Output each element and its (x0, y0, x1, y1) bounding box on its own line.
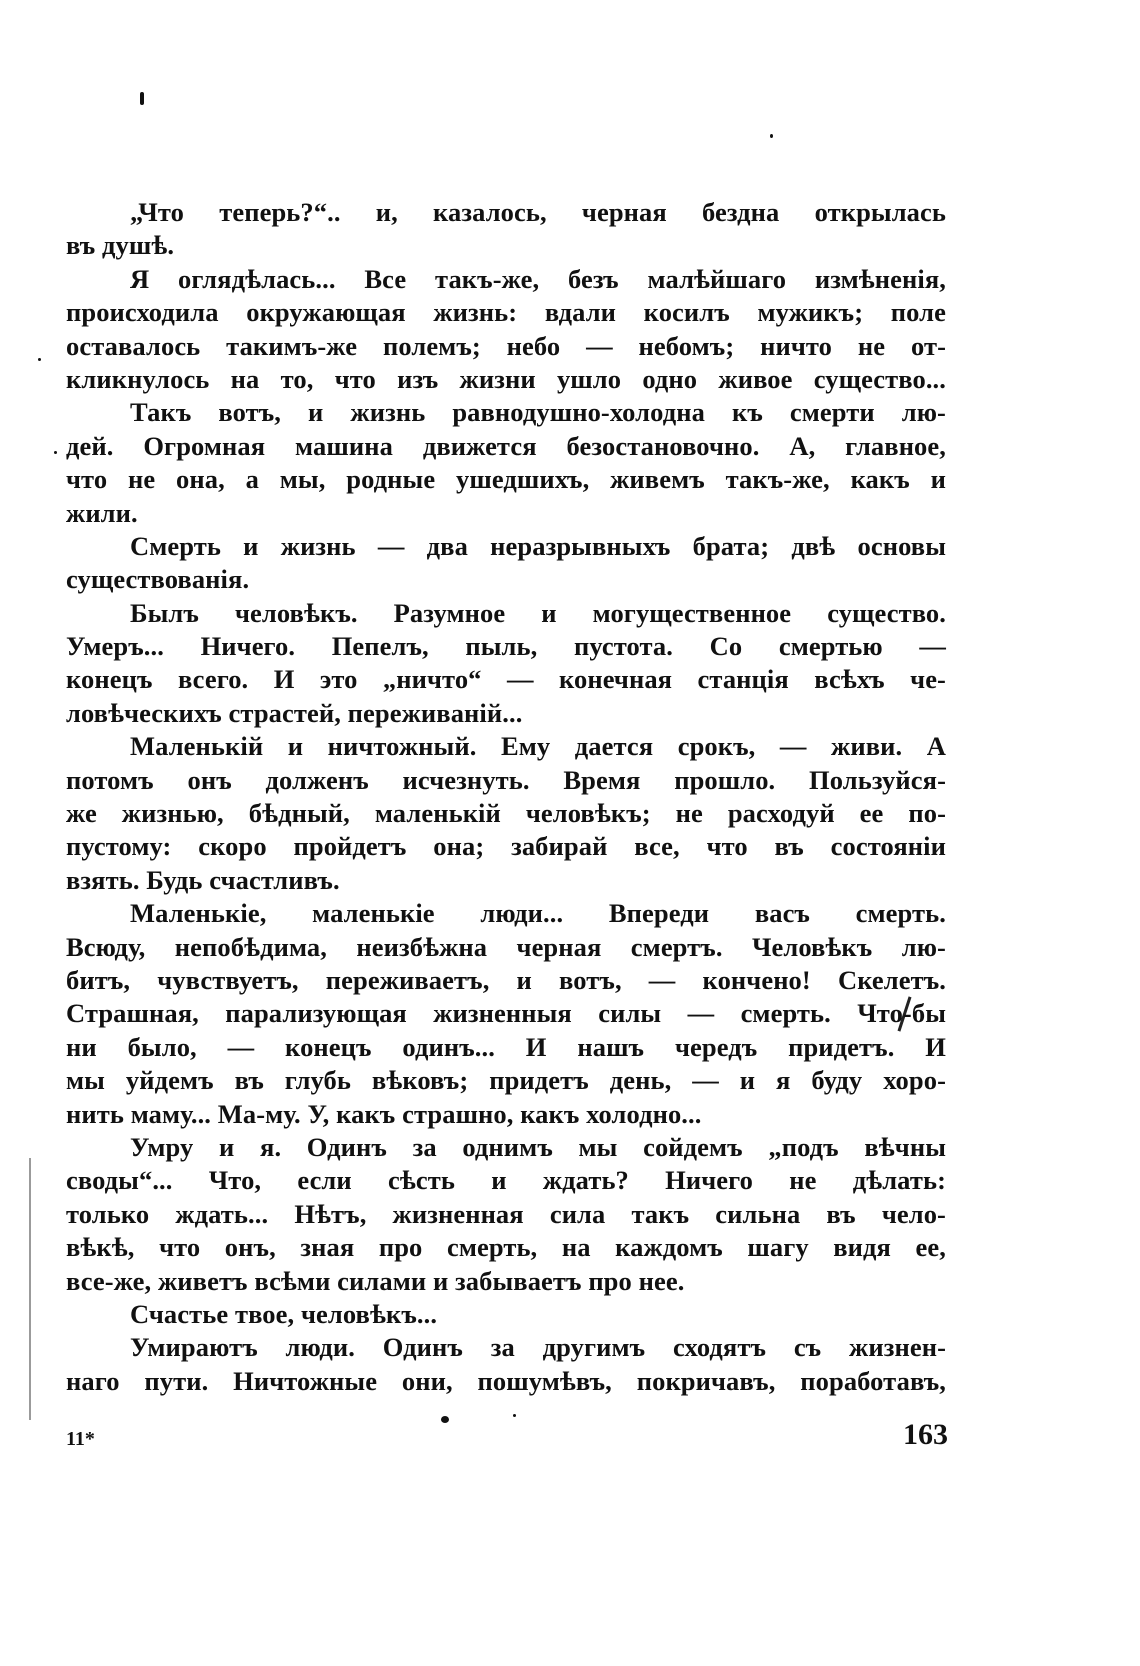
text-line: что не она, а мы, родные ушедшихъ, живемъ такъ-же, какъ и (66, 464, 946, 495)
signature-mark: 11* (66, 1428, 95, 1450)
text-line: жили. (66, 497, 138, 528)
text-line: конецъ всего. И это „ничто“ — конечная станція всѣхъ че- (66, 664, 946, 695)
text-line: въ душѣ. (66, 230, 175, 261)
page-number: 163 (903, 1418, 948, 1451)
text-line: только ждать... Нѣтъ, жизненная сила такъ сильна въ чело- (66, 1198, 946, 1229)
scan-speck-right (770, 134, 773, 138)
text-line: кликнулось на то, что изъ жизни ушло одно живое существо... (66, 363, 946, 394)
text-line: ловѣческихъ страстей, переживаній... (66, 697, 523, 728)
text-line: вѣкѣ, что онъ, зная про смерть, на каждомъ шагу видя ее, (66, 1232, 946, 1263)
text-line: битъ, чувствуетъ, переживаетъ, и вотъ, — кончено! Скелетъ. (66, 964, 946, 995)
text-line: Маленькій и ничтожный. Ему дается срокъ, — живи. А (130, 731, 946, 762)
scan-speck-margin-2 (54, 451, 57, 454)
scan-margin-line (29, 1158, 31, 1420)
text-line: Счастье твое, человѣкъ... (130, 1298, 438, 1329)
text-line: Страшная, парализующая жизненныя силы — смерть. Что-бы (66, 998, 946, 1029)
text-line: Умру и я. Одинъ за однимъ мы сойдемъ „подъ вѣчны (130, 1131, 946, 1162)
text-line: „Что теперь?“.. и, казалось, черная бездна открылась (130, 197, 946, 227)
text-line: наго пути. Ничтожные они, пошумѣвъ, покричавъ, поработавъ, (66, 1365, 946, 1396)
text-line: происходила окружающая жизнь: вдали косилъ мужикъ; поле (66, 297, 946, 328)
text-line: Я оглядѣлась... Все такъ-же, безъ малѣйшаго измѣненія, (130, 263, 946, 294)
scan-speck-bottom (441, 1416, 449, 1423)
text-line: потомъ онъ долженъ исчезнуть. Время прошло. Пользуйся- (66, 764, 946, 795)
text-line: оставалось такимъ-же полемъ; небо — небомъ; ничто не от- (66, 330, 946, 361)
text-line: все-же, живетъ всѣми силами и забываетъ про нее. (66, 1265, 685, 1296)
text-line: своды“... Что, если сѣсть и ждать? Ничего не дѣлать: (66, 1165, 946, 1196)
scan-speck-bottom-2 (513, 1414, 516, 1417)
scan-speck-margin (38, 358, 41, 361)
text-line: взять. Будь счастливъ. (66, 864, 340, 895)
text-line: существованія. (66, 564, 250, 595)
text-line: Умеръ... Ничего. Пепелъ, пыль, пустота. Со смертью — (66, 631, 946, 662)
text-line: дей. Огромная машина движется безостановочно. А, главное, (66, 430, 946, 461)
text-line: пустому: скоро пройдетъ она; забирай все, что въ состояніи (66, 831, 946, 862)
text-line: Смерть и жизнь — два неразрывныхъ брата; двѣ основы (130, 530, 946, 561)
text-line: Былъ человѣкъ. Разумное и могущественное существо. (130, 597, 946, 628)
scan-speck-top (140, 92, 144, 105)
text-line: Всюду, непобѣдима, неизбѣжна черная смертъ. Человѣкъ лю- (66, 931, 946, 962)
main-text (66, 196, 946, 1398)
text-line: же жизнью, бѣдный, маленькій человѣкъ; не расходуй ее по- (66, 798, 946, 829)
text-line: нить маму... Ма-му. У, какъ страшно, какъ холодно... (66, 1098, 702, 1129)
text-line: Такъ вотъ, и жизнь равнодушно-холодна къ смерти лю- (130, 397, 946, 428)
text-line: Умираютъ люди. Одинъ за другимъ сходятъ съ жизнен- (130, 1332, 946, 1363)
text-line: ни было, — конецъ одинъ... И нашъ чередъ придетъ. И (66, 1031, 946, 1062)
text-line: Маленькіе, маленькіе люди... Впереди васъ смерть. (130, 898, 946, 929)
text-line: мы уйдемъ въ глубь вѣковъ; придетъ день, — и я буду хоро- (66, 1065, 946, 1096)
